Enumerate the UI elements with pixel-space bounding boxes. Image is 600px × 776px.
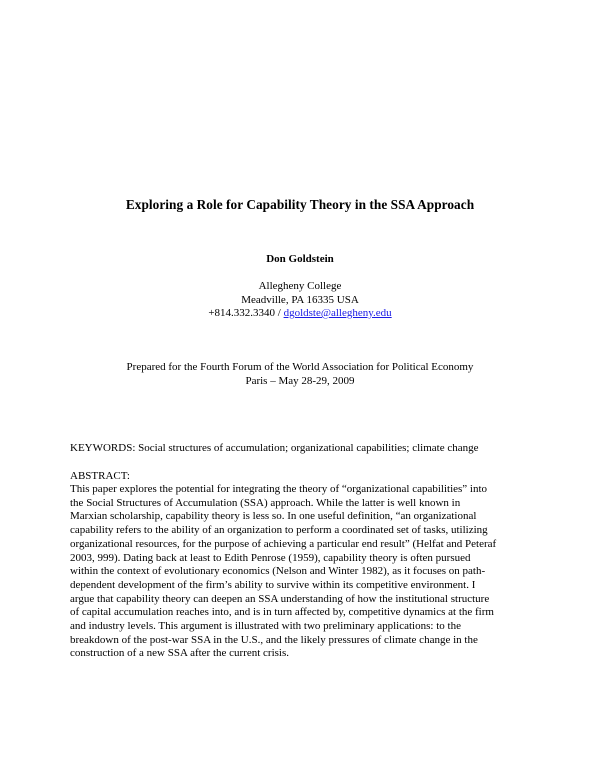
- abstract-line: 2003, 999). Dating back at least to Edith Penrose (1959), capability theory is often pursued: [70, 551, 471, 564]
- abstract-text: [70, 483, 540, 661]
- institution: Allegheny College: [258, 280, 342, 292]
- paper-title: Exploring a Role for Capability Theory in the SSA Approach: [125, 197, 475, 212]
- abstract-line: argue that capability theory can deepen an SSA understanding of how the institutional structure: [70, 592, 490, 605]
- abstract-line: organizational resources, for the purpose of achieving a particular end result” (Helfat and Peteraf: [70, 537, 497, 550]
- abstract-line: breakdown of the post-war SSA in the U.S., and the likely pressures of climate change in the: [70, 633, 478, 646]
- abstract-line: dependent development of the firm’s ability to survive within its competitive environment. I: [70, 578, 476, 591]
- abstract-line: of capital accumulation reaches into, and is in turn affected by, competitive dynamics at the firm: [70, 606, 494, 619]
- abstract-line: capability refers to the ability of an organization to perform a coordinated set of tasks, utilizing: [70, 524, 488, 537]
- abstract-line: Marxian scholarship, capability theory is less so. In one useful definition, “an organizational: [70, 510, 477, 523]
- address: Meadville, PA 16335 USA: [241, 293, 359, 306]
- abstract-line: and industry levels. This argument is illustrated with two preliminary applications: to the: [70, 620, 461, 633]
- prepared-for-note: [0, 360, 600, 388]
- prepared-line-2: Paris – May 28-29, 2009: [245, 375, 355, 387]
- prepared-line-1: Prepared for the Fourth Forum of the World Association for Political Economy: [126, 361, 474, 373]
- abstract-heading: ABSTRACT:: [70, 470, 130, 482]
- phone-number: +814.332.3340 /: [208, 307, 284, 319]
- contact-line: [0, 307, 600, 321]
- abstract-line: This paper explores the potential for integrating the theory of “organizational capabilities” into: [70, 483, 488, 495]
- abstract-line: the Social Structures of Accumulation (SSA) approach. While the latter is well known in: [70, 496, 461, 509]
- author-name: Don Goldstein: [266, 253, 334, 265]
- abstract-line: construction of a new SSA after the current crisis.: [70, 647, 290, 660]
- abstract-line: within the context of evolutionary economics (Nelson and Winter 1982), as it focuses on path-: [70, 565, 486, 578]
- author-affiliation: [0, 280, 600, 321]
- email-link[interactable]: dgoldste@allegheny.edu: [283, 307, 392, 319]
- keywords: KEYWORDS: Social structures of accumulation; organizational capabilities; climate change: [70, 442, 479, 454]
